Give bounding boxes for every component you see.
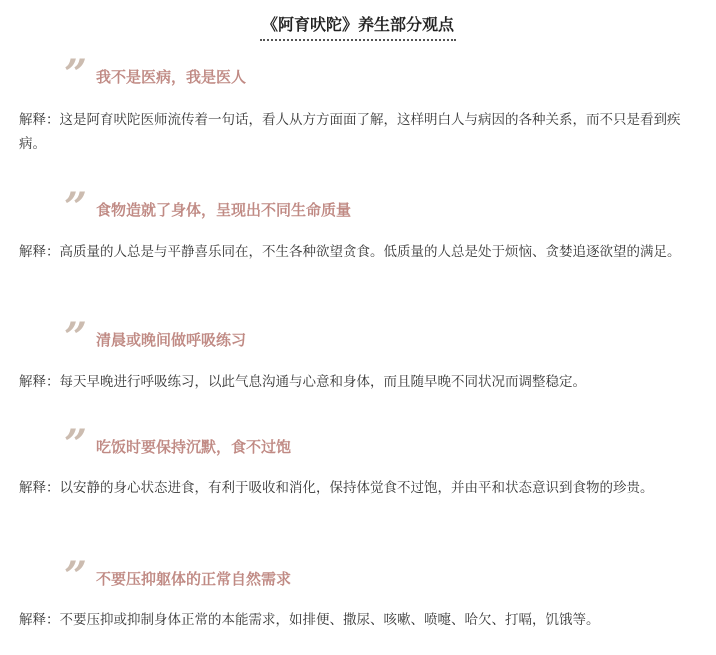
section-heading-text: 清晨或晚间做呼吸练习	[96, 331, 247, 349]
section-heading-text: 吃饭时要保持沉默，食不过饱	[96, 438, 292, 456]
section-body: 解释：这是阿育吠陀医师流传着一句话，看人从方方面面了解，这样明白人与病因的各种关系，而不只是看到疾病。	[19, 112, 681, 152]
section-body: 解释：不要压抑或抑制身体正常的本能需求，如排便、撒尿、咳嗽、喷嚏、哈欠、打嗝，饥饿等。	[19, 612, 600, 628]
quote-mark-icon: ”	[64, 553, 86, 600]
page-title: 《阿育吠陀》养生部分观点	[260, 14, 456, 41]
quote-mark-icon: ”	[64, 421, 86, 468]
page-title-container	[0, 14, 716, 41]
quote-mark-icon: ”	[64, 51, 86, 98]
quote-mark-icon: ”	[64, 314, 86, 361]
quote-mark-icon: ”	[64, 184, 86, 231]
section-heading-text: 我不是医病，我是医人	[96, 68, 247, 86]
section-heading-text: 食物造就了身体，呈现出不同生命质量	[96, 201, 352, 219]
section-body: 解释：每天早晚进行呼吸练习，以此气息沟通与心意和身体，而且随早晚不同状况而调整稳定。	[19, 374, 586, 390]
section-body: 解释：高质量的人总是与平静喜乐同在，不生各种欲望贪食。低质量的人总是处于烦恼、贪婪追逐欲望的满足。	[19, 244, 681, 260]
section-body: 解释：以安静的身心状态进食，有利于吸收和消化，保持体觉食不过饱，并由平和状态意识到食物的珍贵。	[19, 480, 654, 496]
section-heading-text: 不要压抑躯体的正常自然需求	[96, 570, 292, 588]
